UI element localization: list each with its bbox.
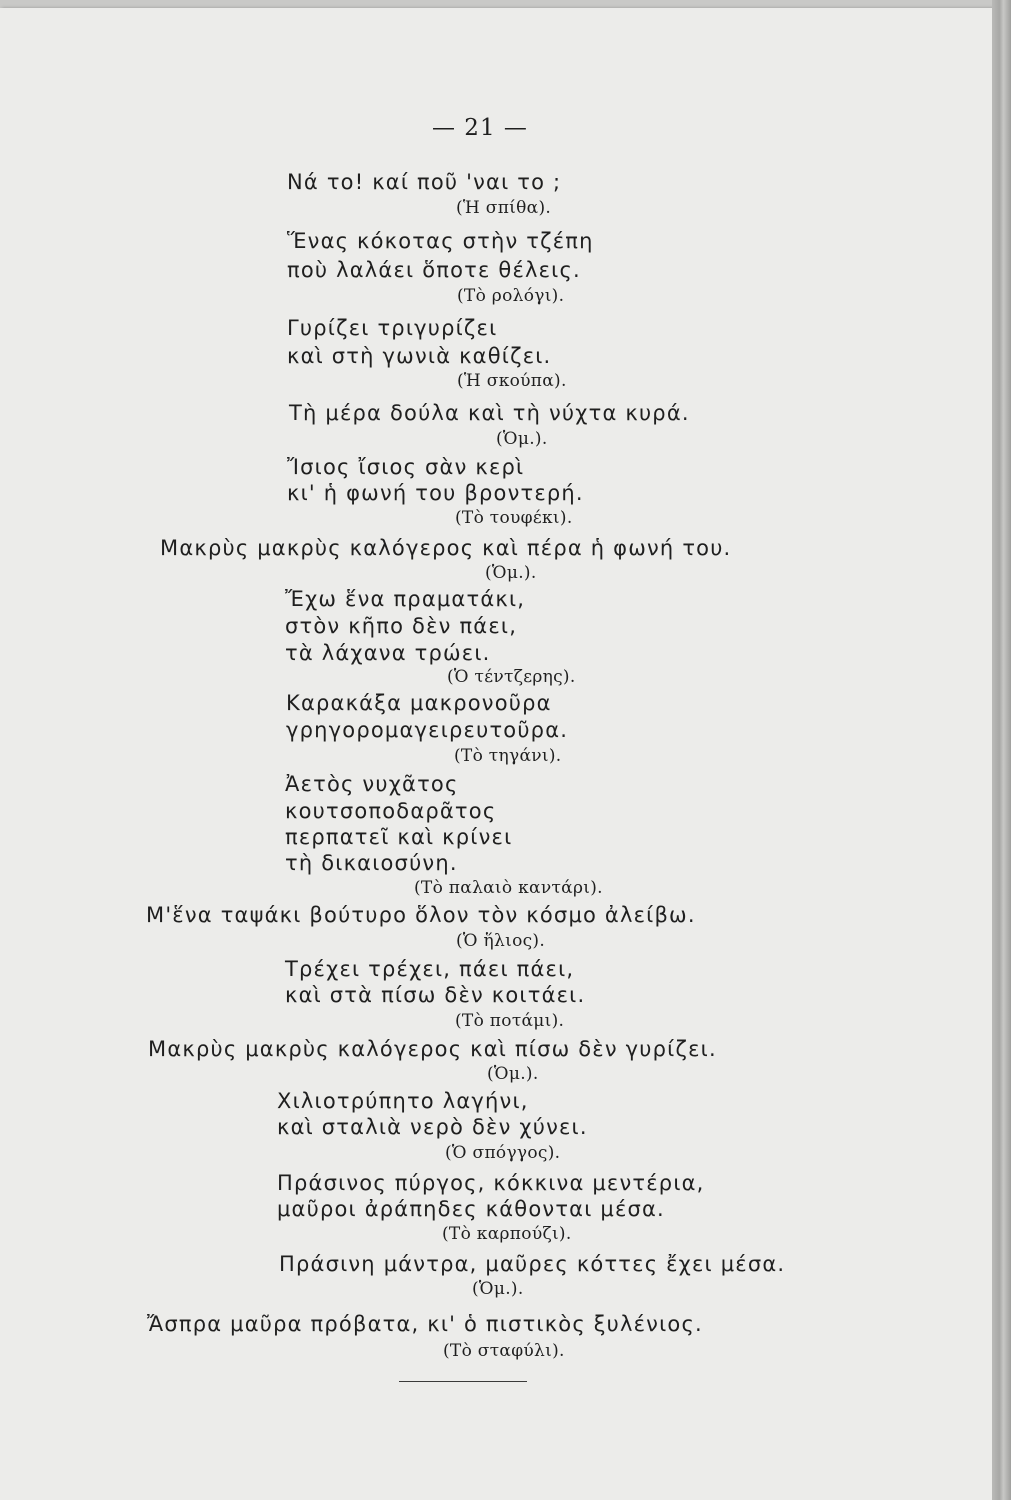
text-line: Μακρὺς μακρὺς καλόγερος καὶ πέρα ἡ φωνή του. <box>160 536 732 560</box>
answer-line: (Ὁμ.). <box>487 1064 539 1084</box>
text-line: ποὺ λαλάει ὅποτε θέλεις. <box>287 258 581 282</box>
text-line: Ἕνας κόκοτας στὴν τζέπη <box>287 229 594 253</box>
text-line: καὶ στὰ πίσω δὲν κοιτάει. <box>285 983 586 1007</box>
page-number: — 21 — <box>432 115 528 141</box>
text-line: καὶ στὴ γωνιὰ καθίζει. <box>287 344 552 368</box>
text-line: Μακρὺς μακρὺς καλόγερος καὶ πίσω δὲν γυρίζει. <box>148 1037 717 1061</box>
text-line: μαῦροι ἀράπηδες κάθονται μέσα. <box>277 1197 665 1221</box>
text-line: Καρακάξα μακρονοῦρα <box>286 691 552 715</box>
text-line: Πράσινη μάντρα, μαῦρες κόττες ἔχει μέσα. <box>279 1252 786 1276</box>
answer-line: (Ὁμ.). <box>485 563 537 583</box>
book-page-edge <box>992 0 1011 1500</box>
text-line: Τὴ μέρα δούλα καὶ τὴ νύχτα κυρά. <box>289 401 690 425</box>
text-line: περπατεῖ καὶ κρίνει <box>285 825 513 849</box>
text-line: γρηγορομαγειρευτοῦρα. <box>286 718 569 742</box>
answer-line: (Τὸ καρπούζι). <box>442 1224 572 1244</box>
answer-line: (Ὁμ.). <box>472 1279 524 1299</box>
text-line: Ἄσπρα μαῦρα πρόβατα, κι' ὁ πιστικὸς ξυλένιος. <box>147 1312 703 1336</box>
text-line: Τρέχει τρέχει, πάει πάει, <box>285 957 575 981</box>
scan-top-band <box>0 0 1011 8</box>
text-line: κι' ἡ φωνή του βροντερή. <box>287 481 584 505</box>
answer-line: (Τὸ τουφέκι). <box>455 508 573 528</box>
text-line: Νά το! καί ποῦ 'ναι το ; <box>287 170 562 194</box>
text-line: Μ'ἕνα ταψάκι βούτυρο ὅλον τὸν κόσμο ἀλείβω. <box>146 903 696 927</box>
answer-line: (Τὸ σταφύλι). <box>443 1341 565 1361</box>
text-line: κουτσοποδαρᾶτος <box>285 799 497 823</box>
text-line: Ἔχω ἕνα πραματάκι, <box>285 587 526 611</box>
text-line: Ἀετὸς νυχᾶτος <box>285 772 459 796</box>
text-line: τὴ δικαιοσύνη. <box>285 851 458 875</box>
answer-line: (Ὁ τέντζερης). <box>447 667 576 687</box>
text-line: καὶ σταλιὰ νερὸ δὲν χύνει. <box>277 1115 588 1139</box>
end-rule <box>399 1381 527 1382</box>
book-page <box>0 8 992 1500</box>
answer-line: (Ἡ σκούπα). <box>457 371 567 391</box>
answer-line: (Ὁ σπόγγος). <box>445 1143 561 1163</box>
text-line: Χιλιοτρύπητο λαγήνι, <box>277 1089 529 1113</box>
text-line: στὸν κῆπο δὲν πάει, <box>285 614 518 638</box>
answer-line: (Τὸ τηγάνι). <box>454 746 562 766</box>
answer-line: (Ὁ ἥλιος). <box>456 931 546 951</box>
answer-line: (Ὁμ.). <box>496 429 548 449</box>
text-line: Πράσινος πύργος, κόκκινα μεντέρια, <box>277 1171 705 1195</box>
text-line: Ἴσιος ἴσιος σὰν κερὶ <box>287 455 525 479</box>
answer-line: (Τὸ ποτάμι). <box>455 1011 565 1031</box>
answer-line: (Τὸ ρολόγι). <box>457 286 565 306</box>
text-line: τὰ λάχανα τρώει. <box>285 641 491 665</box>
text-line: Γυρίζει τριγυρίζει <box>287 316 498 340</box>
answer-line: (Ἡ σπίθα). <box>456 198 552 218</box>
answer-line: (Τὸ παλαιὸ καντάρι). <box>414 878 603 898</box>
